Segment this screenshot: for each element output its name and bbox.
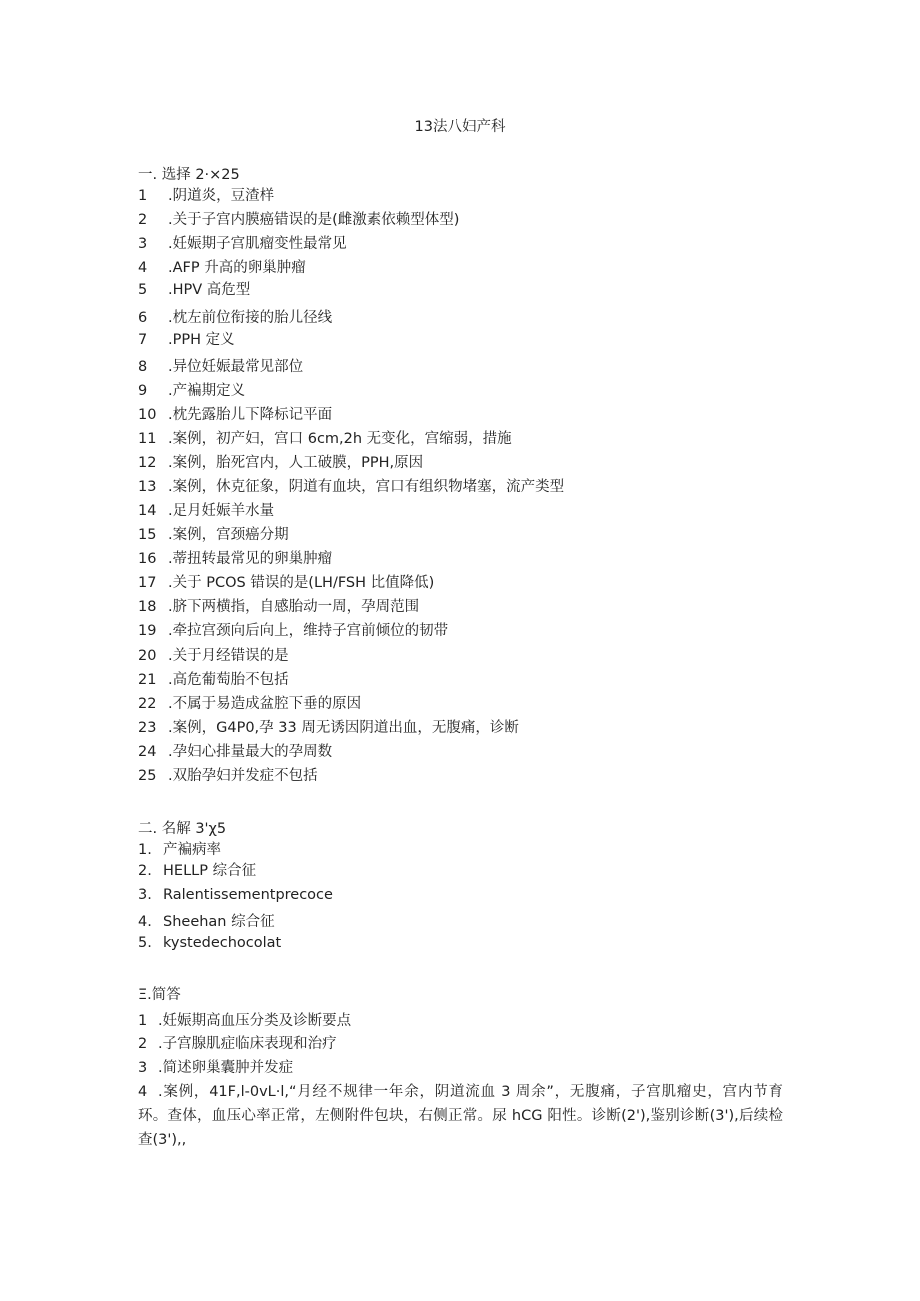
term-question-text: Sheehan 综合征 bbox=[163, 914, 275, 930]
short-answer-question bbox=[138, 1058, 293, 1078]
term-question-text: 产褊病率 bbox=[163, 842, 221, 858]
choice-question-number: 15 bbox=[138, 527, 157, 543]
choice-question bbox=[138, 501, 274, 521]
choice-question-text: .案例，初产妇，宫口 6cm,2h 无变化，宫缩弱，措施 bbox=[168, 431, 512, 447]
choice-question-text: .异位妊娠最常见部位 bbox=[168, 359, 304, 375]
choice-question-number: 18 bbox=[138, 599, 157, 615]
choice-question-text: .蒂扭转最常见的卵巢肿瘤 bbox=[168, 551, 333, 567]
choice-question-text: .HPV 高危型 bbox=[168, 282, 251, 298]
choice-question-text: .孕妇心排量最大的孕周数 bbox=[168, 744, 333, 760]
choice-question-number: 1 bbox=[138, 188, 148, 204]
choice-question-number: 11 bbox=[138, 431, 157, 447]
term-question-text: kystedechocolat bbox=[163, 935, 282, 951]
choice-question-number: 8 bbox=[138, 359, 148, 375]
choice-question-text: .案例，休克征象，阴道有血块，宫口有组织物堵塞，流产类型 bbox=[168, 479, 565, 495]
choice-question-text: .PPH 定义 bbox=[168, 332, 235, 348]
choice-question-number: 16 bbox=[138, 551, 157, 567]
term-question-number: 4. bbox=[138, 914, 152, 930]
choice-question bbox=[138, 280, 250, 300]
section-heading-short-answer: Ξ.简答 bbox=[138, 987, 181, 1003]
choice-question bbox=[138, 234, 347, 254]
term-question bbox=[138, 912, 275, 932]
choice-question bbox=[138, 573, 434, 593]
choice-question bbox=[138, 742, 332, 762]
section-heading-terms: 二. 名解 3'χ5 bbox=[138, 821, 227, 837]
choice-question-text: .案例，胎死宫内，人工破膜，PPH,原因 bbox=[168, 455, 424, 471]
choice-question-number: 5 bbox=[138, 282, 148, 298]
choice-question-number: 25 bbox=[138, 768, 157, 784]
choice-question-number: 12 bbox=[138, 455, 157, 471]
term-question bbox=[138, 840, 221, 860]
choice-question-text: .妊娠期子宫肌瘤变性最常见 bbox=[168, 236, 347, 252]
choice-question-text: .关于 PCOS 错误的是(LH/FSH 比值降低) bbox=[168, 575, 435, 591]
choice-question-number: 14 bbox=[138, 503, 157, 519]
choice-question-text: .脐下两横指，自感胎动一周，孕周范围 bbox=[168, 599, 420, 615]
short-answer-question bbox=[138, 1011, 351, 1031]
choice-question-number: 21 bbox=[138, 672, 157, 688]
choice-question-text: .双胎孕妇并发症不包括 bbox=[168, 768, 318, 784]
choice-question bbox=[138, 405, 332, 425]
page-title: 13法八妇产科 bbox=[414, 119, 506, 135]
choice-question-number: 24 bbox=[138, 744, 157, 760]
choice-question bbox=[138, 525, 289, 545]
choice-question-number: 22 bbox=[138, 696, 157, 712]
choice-question bbox=[138, 429, 512, 449]
term-question bbox=[138, 933, 281, 953]
choice-question bbox=[138, 381, 245, 401]
choice-question-text: .阴道炎，豆渣样 bbox=[168, 188, 275, 204]
choice-question bbox=[138, 308, 332, 328]
choice-question-text: .关于月经错误的是 bbox=[168, 648, 289, 664]
choice-question-text: .AFP 升高的卵巢肿瘤 bbox=[168, 260, 306, 276]
choice-question bbox=[138, 597, 419, 617]
choice-question-text: .关于子宫内膜癌错误的是(雌激素依赖型体型) bbox=[168, 212, 460, 228]
short-answer-question bbox=[138, 1034, 337, 1054]
choice-question-number: 7 bbox=[138, 332, 148, 348]
choice-question bbox=[138, 357, 303, 377]
choice-question bbox=[138, 621, 448, 641]
choice-question-number: 9 bbox=[138, 383, 148, 399]
case-question-number: 4 bbox=[138, 1084, 148, 1100]
term-question-number: 2. bbox=[138, 863, 152, 879]
choice-question-text: .高危葡萄胎不包括 bbox=[168, 672, 289, 688]
choice-question-text: .足月妊娠羊水量 bbox=[168, 503, 275, 519]
choice-question-number: 6 bbox=[138, 310, 148, 326]
case-question-text: .案例，41F,l-0vL·l,“月经不规律一年余，阴道流血 3 周余”，无腹痛，子宫肌瘤史，宫内节育环。查体，血压心率正常，左侧附件包块，右侧正常。尿 hCG 阳性。诊断(2'),鉴别诊断(3'),后续检查(3'),, bbox=[138, 1084, 783, 1148]
choice-question bbox=[138, 186, 274, 206]
choice-question bbox=[138, 477, 564, 497]
short-answer-question-text: .简述卵巢囊肿并发症 bbox=[158, 1060, 294, 1076]
section-heading-choice: 一. 选择 2·×25 bbox=[138, 167, 240, 183]
short-answer-question-number: 2 bbox=[138, 1036, 148, 1052]
choice-question bbox=[138, 718, 519, 738]
term-question-text: Ralentissementprecoce bbox=[163, 887, 333, 903]
term-question-number: 3. bbox=[138, 887, 152, 903]
short-answer-question-number: 1 bbox=[138, 1013, 148, 1029]
choice-question bbox=[138, 258, 306, 278]
short-answer-question-number: 3 bbox=[138, 1060, 148, 1076]
term-question bbox=[138, 885, 333, 905]
choice-question bbox=[138, 210, 459, 230]
term-question-text: HELLP 综合征 bbox=[163, 863, 257, 879]
choice-question-number: 23 bbox=[138, 720, 157, 736]
choice-question bbox=[138, 694, 361, 714]
choice-question-number: 3 bbox=[138, 236, 148, 252]
choice-question-text: .牵拉宫颈向后向上，维持子宫前倾位的韧带 bbox=[168, 623, 449, 639]
choice-question-text: .不属于易造成盆腔下垂的原因 bbox=[168, 696, 362, 712]
choice-question bbox=[138, 330, 235, 350]
choice-question-number: 4 bbox=[138, 260, 148, 276]
choice-question-number: 19 bbox=[138, 623, 157, 639]
short-answer-question-text: .子宫腺肌症临床表现和治疗 bbox=[158, 1036, 337, 1052]
choice-question-text: .案例，G4P0,孕 33 周无诱因阴道出血，无腹痛，诊断 bbox=[168, 720, 519, 736]
choice-question bbox=[138, 766, 318, 786]
choice-question-number: 10 bbox=[138, 407, 157, 423]
choice-question bbox=[138, 453, 423, 473]
term-question bbox=[138, 861, 256, 881]
choice-question bbox=[138, 646, 289, 666]
choice-question-number: 17 bbox=[138, 575, 157, 591]
choice-question-text: .案例，宫颈癌分期 bbox=[168, 527, 289, 543]
short-answer-question-text: .妊娠期高血压分类及诊断要点 bbox=[158, 1013, 352, 1029]
term-question-number: 5. bbox=[138, 935, 152, 951]
choice-question-number: 2 bbox=[138, 212, 148, 228]
choice-question bbox=[138, 549, 332, 569]
case-question bbox=[138, 1080, 783, 1152]
choice-question-text: .枕左前位衔接的胎儿径线 bbox=[168, 310, 333, 326]
choice-question bbox=[138, 670, 289, 690]
choice-question-number: 20 bbox=[138, 648, 157, 664]
choice-question-number: 13 bbox=[138, 479, 157, 495]
choice-question-text: .产褊期定义 bbox=[168, 383, 246, 399]
choice-question-text: .枕先露胎儿下降标记平面 bbox=[168, 407, 333, 423]
term-question-number: 1. bbox=[138, 842, 152, 858]
